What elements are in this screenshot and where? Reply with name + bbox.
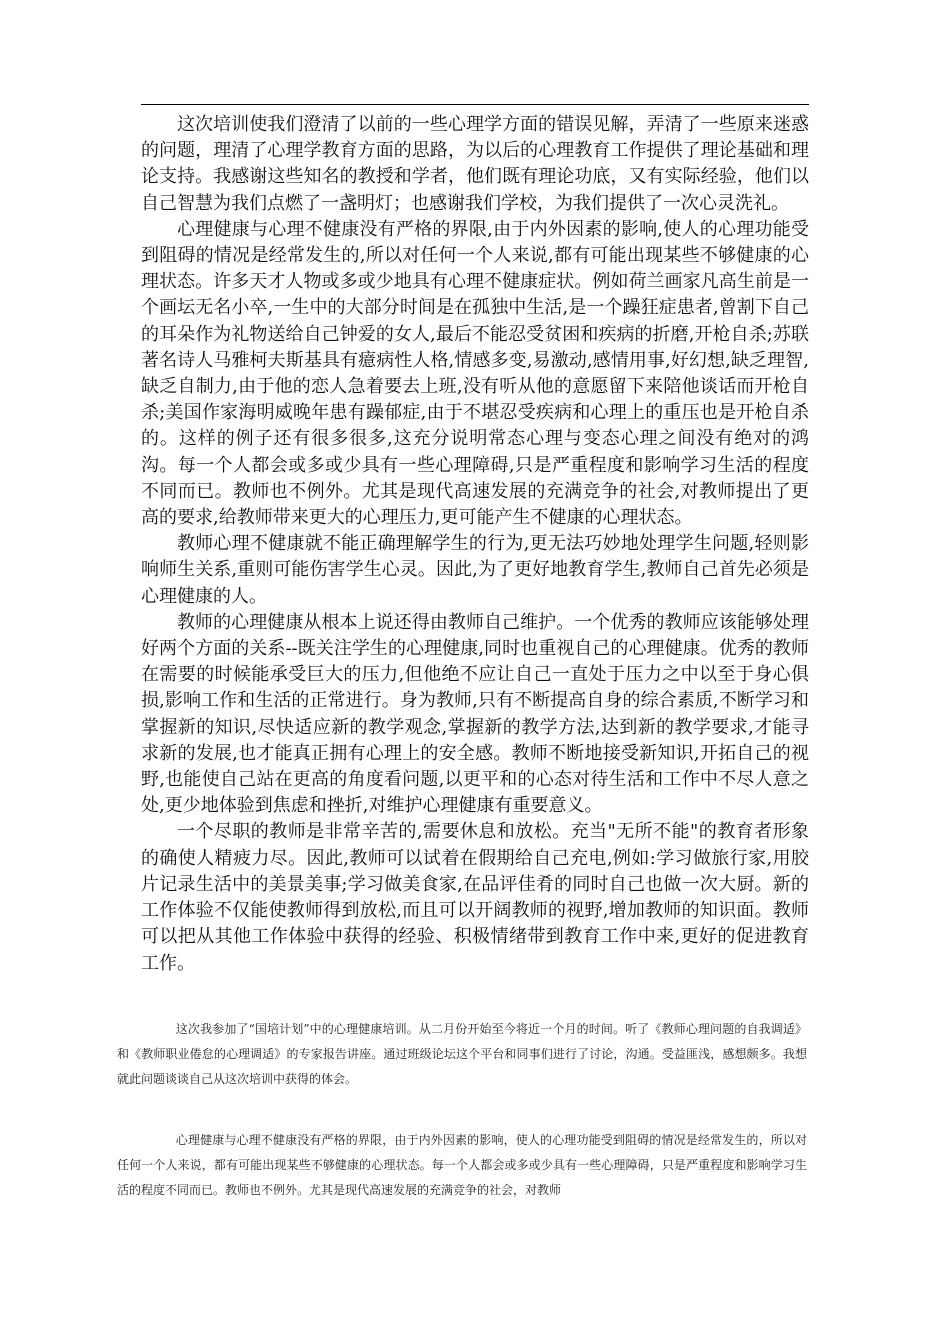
header-rule [141, 104, 809, 105]
paragraph-national-training: 这次我参加了“国培计划”中的心理健康培训。从二月份开始至今将近一个月的时间。听了《教师心理问题的自我调适》和《教师职业倦怠的心理调适》的专家报告讲座。通过班级论坛这个平台和同事们进行了讨论，沟通。受益匪浅，感想颇多。我想就此问题谈谈自己从这次培训中获得的体会。 [117, 1022, 807, 1086]
small-text-block-1 [117, 1017, 807, 1092]
paragraph-training-reflection: 这次培训使我们澄清了以前的一些心理学方面的错误见解，弄清了一些原来迷惑的问题，理清了心理学教育方面的思路，为以后的心理教育工作提供了理论基础和理论支持。我感谢这些知名的教授和学者，他们既有理论功底，又有实际经验，他们以自己智慧为我们点燃了一盏明灯；也感谢我们学校，为我们提供了一次心灵洗礼。 [141, 114, 809, 214]
small-text-block-2 [117, 1128, 807, 1203]
paragraph-mental-health-repeat: 心理健康与心理不健康没有严格的界限，由于内外因素的影响，使人的心理功能受到阻碍的情况是经常发生的，所以对任何一个人来说，都有可能出现某些不够健康的心理状态。每一个人都会或多或少具有一些心理障碍，只是严重程度和影响学习生活的程度不同而已。教师也不例外。尤其是现代高速发展的充满竞争的社会，对教师 [117, 1133, 807, 1197]
paragraph-mental-health-boundary: 心理健康与心理不健康没有严格的界限,由于内外因素的影响,使人的心理功能受到阻碍的情况是经常发生的,所以对任何一个人来说,都有可能出现某些不够健康的心理状态。许多天才人物或多或少地具有心理不健康症状。例如荷兰画家凡高生前是一个画坛无名小卒,一生中的大部分时间是在孤独中生活,是一个躁狂症患者,曾割下自己的耳朵作为礼物送给自己钟爱的女人,最后不能忍受贫困和疾病的折磨,开枪自杀;苏联著名诗人马雅柯夫斯基具有癔病性人格,情感多变,易激动,感情用事,好幻想,缺乏理智,缺乏自制力,由于他的恋人急着要去上班,没有听从他的意愿留下来陪他谈话而开枪自杀;美国作家海明威晚年患有躁郁症,由于不堪忍受疾病和心理上的重压也是开枪自杀的。这样的例子还有很多很多,这充分说明常态心理与变态心理之间没有绝对的鸿沟。每一个人都会或多或少具有一些心理障碍,只是严重程度和影响学习生活的程度不同而已。教师也不例外。尤其是现代高速发展的充满竞争的社会,对教师提出了更高的要求,给教师带来更大的心理压力,更可能产生不健康的心理状态。 [141, 218, 809, 529]
paragraph-self-maintenance: 教师的心理健康从根本上说还得由教师自己维护。一个优秀的教师应该能够处理好两个方面的关系--既关注学生的心理健康,同时也重视自己的心理健康。优秀的教师在需要的时候能承受巨大的压力,但他绝不应让自己一直处于压力之中以至于身心俱损,影响工作和生活的正常进行。身为教师,只有不断提高自身的综合素质,不断学习和掌握新的知识,尽快适应新的教学观念,掌握新的教学方法,达到新的教学要求,才能寻求新的发展,也才能真正拥有心理上的安全感。教师不断地接受新知识,开拓自己的视野,也能使自己站在更高的角度看问题,以更平和的心态对待生活和工作中不尽人意之处,更少地体验到焦虑和挫折,对维护心理健康有重要意义。 [141, 611, 809, 817]
paragraph-rest-and-relax: 一个尽职的教师是非常辛苦的,需要休息和放松。充当"无所不能"的教育者形象的确使人精疲力尽。因此,教师可以试着在假期给自己充电,例如:学习做旅行家,用胶片记录生活中的美景美事;学习做美食家,在品评佳肴的同时自己也做一次大厨。新的工作体验不仅能使教师得到放松,而且可以开阔教师的视野,增加教师的知识面。教师可以把从其他工作体验中获得的经验、积极情绪带到教育工作中来,更好的促进教育工作。 [141, 821, 809, 974]
main-text-block [141, 112, 809, 977]
paragraph-teacher-unhealthy: 教师心理不健康就不能正确理解学生的行为,更无法巧妙地处理学生问题,轻则影响师生关系,重则可能伤害学生心灵。因此,为了更好地教育学生,教师自己首先必须是心理健康的人。 [141, 533, 809, 607]
